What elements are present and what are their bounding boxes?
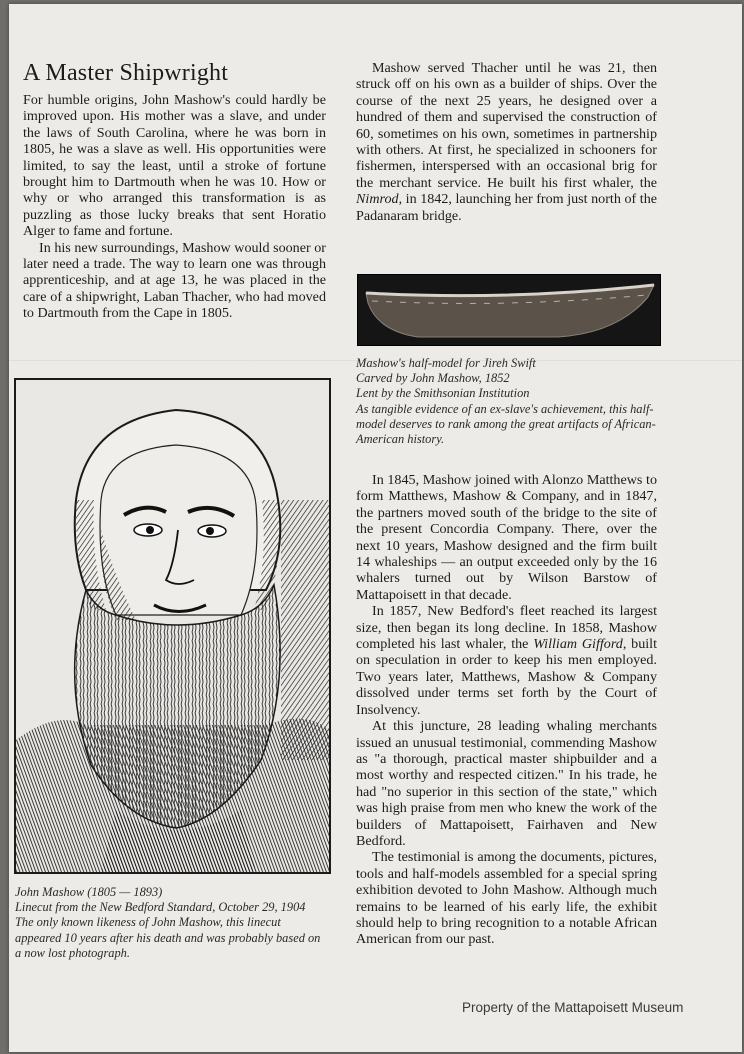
- right-paragraph-4: At this juncture, 28 leading whaling merchants issued an unusual testimonial, commending Mashow as "a thorough, practical master shipbuilder and a most worthy and respected citizen." In his trade, he had "no superior in this section of the state," which was high praise from men who knew the work of the builders of Mattapoisett, Fairhaven and New Bedford.: [356, 718, 657, 849]
- right-paragraph-1-end: , in 1842, launching her from just north of the Padanaram bridge.: [356, 191, 657, 224]
- right-paragraph-1: [356, 60, 657, 224]
- left-paragraph-1: For humble origins, John Mashow's could hardly be improved upon. His mother was a slave, and under the laws of South Carolina, where he was born in 1805, he was a slave as well. His opportunities were limited, to say the least, until a stroke of fortune brought him to Dartmouth when he was 10. How or why or who arranged this transformation is as puzzling as those lucky breaks that sent Horatio Alger to fame and fortune.: [23, 92, 326, 240]
- right-paragraph-5: The testimonial is among the documents, pictures, tools and half-models assembled for a special spring exhibition devoted to John Mashow. Although much remains to be learned of his early life, the exhibit should help to bring recognition to a notable African American from our past.: [356, 849, 657, 948]
- portrait-drawing: [16, 380, 329, 872]
- model-caption-title: Mashow's half-model for Jireh Swift: [356, 356, 536, 370]
- right-paragraph-2: In 1845, Mashow joined with Alonzo Matthews to form Matthews, Mashow & Company, and in 1847, the partners moved south of the bridge to the site of the present Concordia Company. There, over the next 10 years, Mashow designed and the firm built 14 whaleships — an output exceeded only by the 16 whalers turned out by Wilson Barstow of Mattapoisett in that decade.: [356, 472, 657, 603]
- right-paragraph-1-text: Mashow served Thacher until he was 21, then struck off on his own as a builder of ships. Over the course of the next 25 years, he designed over a hundred of them and supervised the construction of 60, sometimes on his own, sometimes in partnership with others. At first, he specialized in schooners for fishermen, interspersed with an occasional brig for the merchant service. He built his first whaler, the: [356, 60, 657, 191]
- left-column: [23, 58, 326, 322]
- half-model-photo: [357, 274, 661, 346]
- left-paragraph-2: In his new surroundings, Mashow would sooner or later need a trade. The way to learn one was through apprenticeship, and at age 13, he was placed in the care of a shipwright, Laban Thacher, who had moved to Dartmouth from the Cape in 1805.: [23, 239, 326, 322]
- half-model-caption: [356, 356, 659, 447]
- portrait-caption: [15, 885, 325, 961]
- right-paragraph-3-text: In 1857, New Bedford's fleet reached its largest size, then began its long decline. In 1858, Mashow completed his last whaler, the: [356, 603, 657, 653]
- half-model-drawing: [358, 275, 660, 345]
- ship-name-nimrod: Nimrod: [356, 191, 399, 208]
- portrait-caption-title: John Mashow (1805 — 1893): [15, 885, 163, 899]
- portrait-caption-note: The only known likeness of John Mashow, this linecut appeared 10 years after his death and was probably based on a now lost photograph.: [15, 915, 321, 960]
- portrait-linecut-image: [14, 378, 331, 874]
- right-column-top: [356, 60, 657, 224]
- right-paragraph-3-end: , built on speculation in order to keep his men employed. Two years later, Matthews, Mashow & Company dissolved under terms set forth by the Court of Insolvency.: [356, 636, 657, 718]
- right-paragraph-3: [356, 603, 657, 718]
- model-caption-note: As tangible evidence of an ex-slave's achievement, this half-model deserves to rank among the great artifacts of African-American history.: [356, 401, 656, 447]
- ship-name-william-gifford: William Gifford: [533, 636, 623, 653]
- article-title: A Master Shipwright: [23, 60, 229, 86]
- model-caption-lender: Lent by the Smithsonian Institution: [356, 386, 530, 401]
- right-column-bottom: [356, 472, 657, 948]
- museum-watermark: Property of the Mattapoisett Museum: [462, 1000, 684, 1015]
- portrait-caption-source: Linecut from the New Bedford Standard, October 29, 1904: [15, 900, 306, 915]
- model-caption-carved: Carved by John Mashow, 1852: [356, 371, 510, 386]
